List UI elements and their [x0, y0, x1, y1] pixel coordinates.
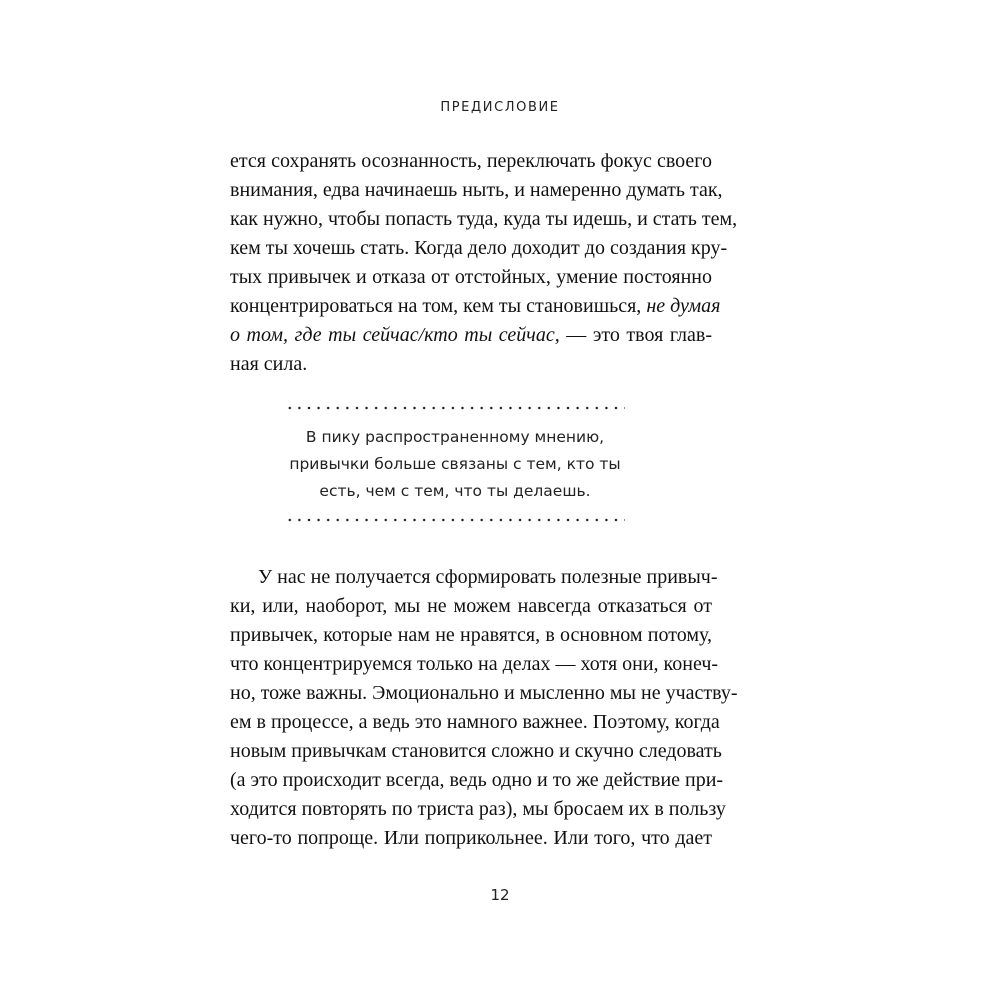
pull-quote: [285, 400, 625, 530]
pull-quote-line: есть, чем с тем, что ты делаешь.: [319, 482, 591, 500]
page-number: 12: [490, 886, 510, 904]
text-line: как нужно, чтобы попасть туда, куда ты идешь, и стать тем,: [230, 208, 738, 230]
dotted-rule-bottom: [285, 518, 625, 522]
text-line: ется сохранять осознанность, переключать фокус своего: [230, 150, 712, 172]
text-line: [230, 324, 712, 351]
dotted-rule-top: [285, 406, 625, 410]
text-line: У нас не получается сформировать полезные привыч-: [258, 566, 718, 588]
italic-text: не думая: [646, 295, 721, 317]
text-segment: концентрироваться на том, кем ты становишься,: [230, 295, 642, 317]
italic-text: о том, где ты сейчас/кто ты сейчас,: [230, 324, 560, 346]
text-line: что концентрируемся только на делах — хотя они, конеч-: [230, 653, 719, 675]
text-line: привычек, которые нам не нравятся, в основном потому,: [230, 624, 712, 646]
text-line: кем ты хочешь стать. Когда дело доходит до создания кру-: [230, 237, 728, 259]
text-line: (а это происходит всегда, ведь одно и то же действие при-: [230, 769, 724, 791]
text-segment: — это твоя глав-: [566, 324, 713, 346]
text-line: [230, 295, 721, 322]
pull-quote-line: В пику распространенному мнению,: [305, 428, 605, 446]
text-line: новым привычкам становится сложно и скучно следовать: [230, 740, 722, 762]
text-line: тых привычек и отказа от отстойных, умение постоянно: [230, 266, 712, 288]
text-line: ходится повторять по триста раз), мы бросаем их в пользу: [230, 798, 726, 820]
text-line: но, тоже важны. Эмоционально и мысленно мы не участву-: [230, 682, 738, 704]
text-line: ки, или, наоборот, мы не можем навсегда отказаться от: [230, 595, 712, 617]
pull-quote-line: привычки больше связаны с тем, кто ты: [289, 455, 621, 473]
text-line: чего-то попроще. Или поприкольнее. Или того, что дает: [230, 827, 712, 849]
text-line: внимания, едва начинаешь ныть, и намеренно думать так,: [230, 179, 723, 201]
running-head: ПРЕДИСЛОВИЕ: [440, 100, 560, 115]
text-line: ем в процессе, а ведь это намного важнее. Поэтому, когда: [230, 711, 720, 733]
text-line: ная сила.: [230, 353, 308, 375]
